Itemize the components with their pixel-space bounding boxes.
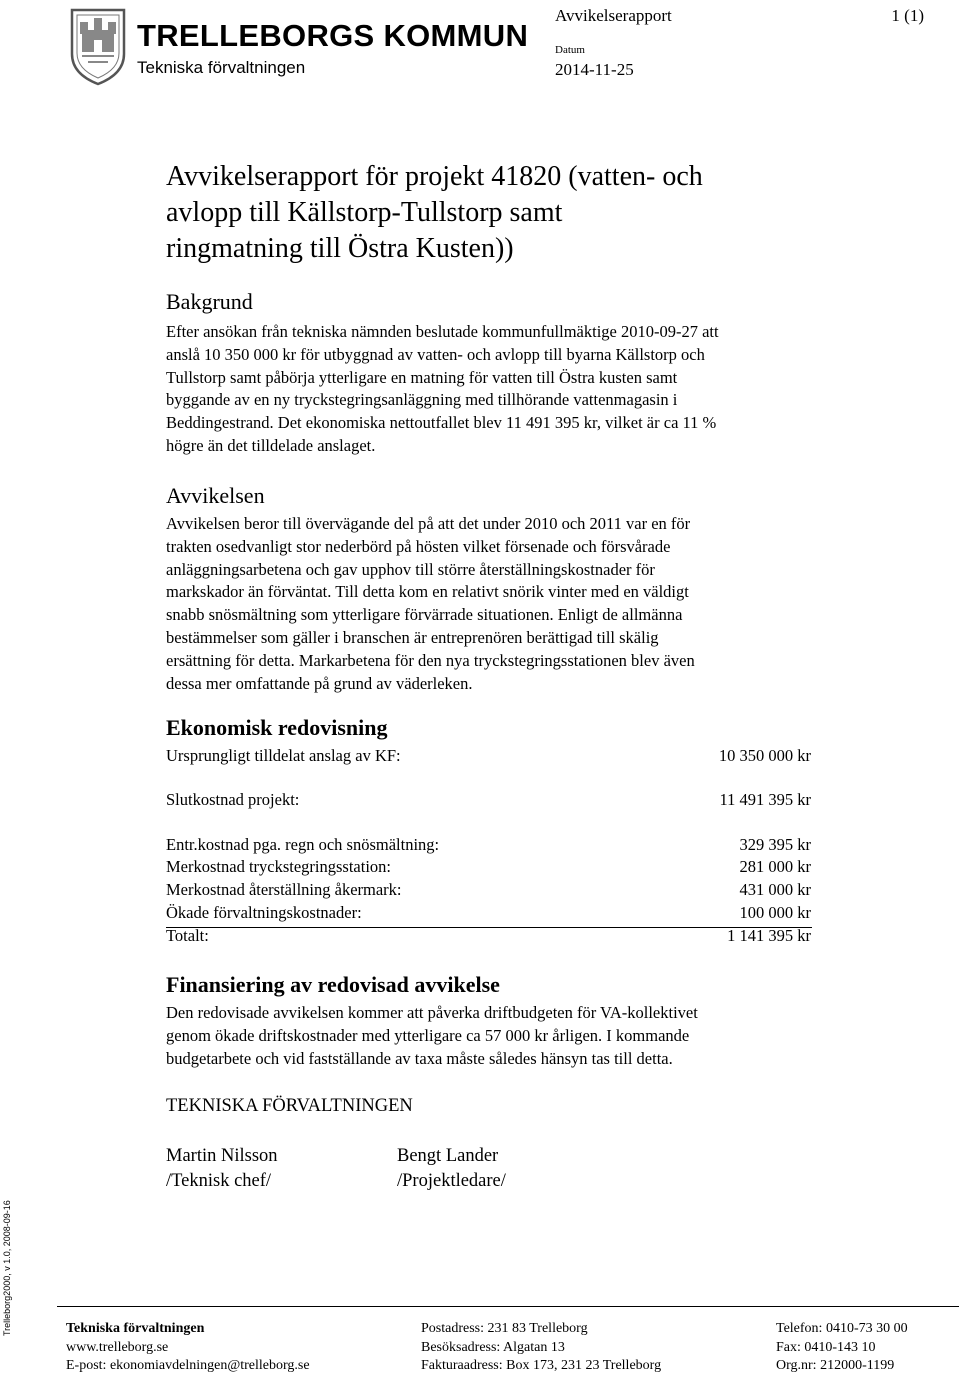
footer-invoice-address: Fakturaadress: Box 173, 231 23 Trelleborg xyxy=(421,1358,662,1373)
econ-row-label: Merkostnad tryckstegringsstation: xyxy=(166,857,392,876)
section-heading-avvikelsen: Avvikelsen xyxy=(166,483,265,508)
footer-address-column xyxy=(421,1320,661,1376)
text-line: markskador än förväntat. Till detta kom en relativt snörik vinter med en väldigt xyxy=(166,582,689,602)
text-line: anläggningsarbetena och gav upphov till större återställningskostnader för xyxy=(166,559,655,579)
text-line: anslå 10 350 000 kr för utbyggnad av vatten- och avlopp till byarna Källstorp och xyxy=(166,344,705,364)
total-divider xyxy=(166,927,812,928)
signature-organization: TEKNISKA FÖRVALTNINGEN xyxy=(166,1096,413,1116)
organization-name: TRELLEBORGS KOMMUN xyxy=(137,18,529,53)
footer-divider xyxy=(57,1306,959,1307)
footer-contact-column xyxy=(66,1320,310,1376)
text-line: Beddingestrand. Det ekonomiska nettoutfallet blev 11 491 395 kr, vilket är ca 11 % xyxy=(166,413,717,433)
text-line: Efter ansökan från tekniska nämnden beslutade kommunfullmäktige 2010-09-27 att xyxy=(166,322,719,341)
footer-phone: Telefon: 0410-73 30 00 xyxy=(776,1321,908,1336)
econ-row-value: 329 395 kr xyxy=(739,835,811,854)
econ-row-value: 431 000 kr xyxy=(739,880,811,899)
text-line: Avvikelsen beror till övervägande del på att det under 2010 och 2011 var en för xyxy=(166,514,691,533)
footer-postal-address: Postadress: 231 83 Trelleborg xyxy=(421,1321,588,1336)
footer-org-name: Tekniska förvaltningen xyxy=(66,1321,205,1336)
text-line: budgetarbete och vid fastställande av taxa måste således hänsyn tas till detta. xyxy=(166,1048,673,1068)
title-line: Avvikelserapport för projekt 41820 (vatten- och xyxy=(166,161,703,192)
signer-title: /Projektledare/ xyxy=(397,1171,506,1191)
text-line: byggande av en ny tryckstegringsanläggning med tillhörande vattenmagasin i xyxy=(166,390,678,410)
avvikelsen-paragraph xyxy=(166,513,838,695)
econ-row-value: 100 000 kr xyxy=(739,903,811,922)
signer-name: Bengt Lander xyxy=(397,1146,499,1166)
text-line: Tullstorp samt påbörja ytterligare en matning för vatten till Östra kusten samt xyxy=(166,367,678,387)
signer-block-2 xyxy=(397,1144,506,1194)
text-line: snabb snösmältning som ytterligare förvärrade situationen. Enligt de allmänna xyxy=(166,605,683,625)
text-line: högre än det tilldelade anslaget. xyxy=(166,435,376,455)
document-type: Avvikelserapport xyxy=(555,6,672,25)
footer-org-number: Org.nr: 212000-1199 xyxy=(776,1358,895,1373)
title-line: ringmatning till Östra Kusten)) xyxy=(166,233,514,264)
section-heading-finansiering: Finansiering av redovisad avvikelse xyxy=(166,972,500,997)
footer-phone-column xyxy=(776,1320,908,1376)
econ-row-label: Merkostnad återställning åkermark: xyxy=(166,880,402,899)
text-line: dessa mer omfattande på grund av väderleken. xyxy=(166,673,473,693)
bakgrund-paragraph xyxy=(166,321,838,458)
section-heading-bakgrund: Bakgrund xyxy=(166,289,253,314)
page-number: 1 (1) xyxy=(891,6,924,25)
text-line: Den redovisade avvikelsen kommer att påverka driftbudgeten för VA-kollektivet xyxy=(166,1003,698,1022)
econ-row-label: Ökade förvaltningskostnader: xyxy=(166,903,362,922)
signer-name: Martin Nilsson xyxy=(166,1146,278,1166)
signer-title: /Teknisk chef/ xyxy=(166,1171,272,1191)
footer-website-link[interactable]: www.trelleborg.se xyxy=(66,1339,169,1355)
econ-row-label: Slutkostnad projekt: xyxy=(166,790,300,809)
econ-total-label: Totalt: xyxy=(166,926,209,945)
econ-row-value: 11 491 395 kr xyxy=(719,790,811,809)
econ-row-value: 10 350 000 kr xyxy=(718,746,811,765)
department-name: Tekniska förvaltningen xyxy=(137,58,306,77)
text-line: ersättning för detta. Markarbetena för den nya tryckstegringsstationen blev även xyxy=(166,650,695,670)
municipal-crest-logo xyxy=(68,4,128,86)
econ-row-value: 281 000 kr xyxy=(739,857,811,876)
text-line: genom ökade driftskostnader med ytterligare ca 57 000 kr årligen. I kommande xyxy=(166,1025,690,1045)
footer-email-link[interactable]: E-post: ekonomiavdelningen@trelleborg.se xyxy=(66,1358,310,1373)
template-version-text: Trelleborg2000, v 1.0, 2008-09-16 xyxy=(2,1200,12,1336)
date-value: 2014-11-25 xyxy=(555,60,634,79)
text-line: bestämmelser som gäller i branschen är entreprenören berättigad till skälig xyxy=(166,627,659,647)
text-line: trakten osedvanligt stor nederbörd på hösten vilket försenade och försvårade xyxy=(166,536,671,556)
econ-row-label: Ursprungligt tilldelat anslag av KF: xyxy=(166,746,401,765)
econ-total-value: 1 141 395 kr xyxy=(727,926,811,945)
footer-visit-address: Besöksadress: Algatan 13 xyxy=(421,1339,565,1355)
econ-row-label: Entr.kostnad pga. regn och snösmältning: xyxy=(166,835,440,854)
title-line: avlopp till Källstorp-Tullstorp samt xyxy=(166,197,563,228)
footer-fax: Fax: 0410-143 10 xyxy=(776,1339,876,1355)
finansiering-paragraph xyxy=(166,1002,838,1070)
document-title xyxy=(166,159,846,267)
section-heading-ekonomi: Ekonomisk redovisning xyxy=(166,715,388,740)
signer-block-1 xyxy=(166,1144,278,1194)
date-label: Datum xyxy=(555,44,585,56)
